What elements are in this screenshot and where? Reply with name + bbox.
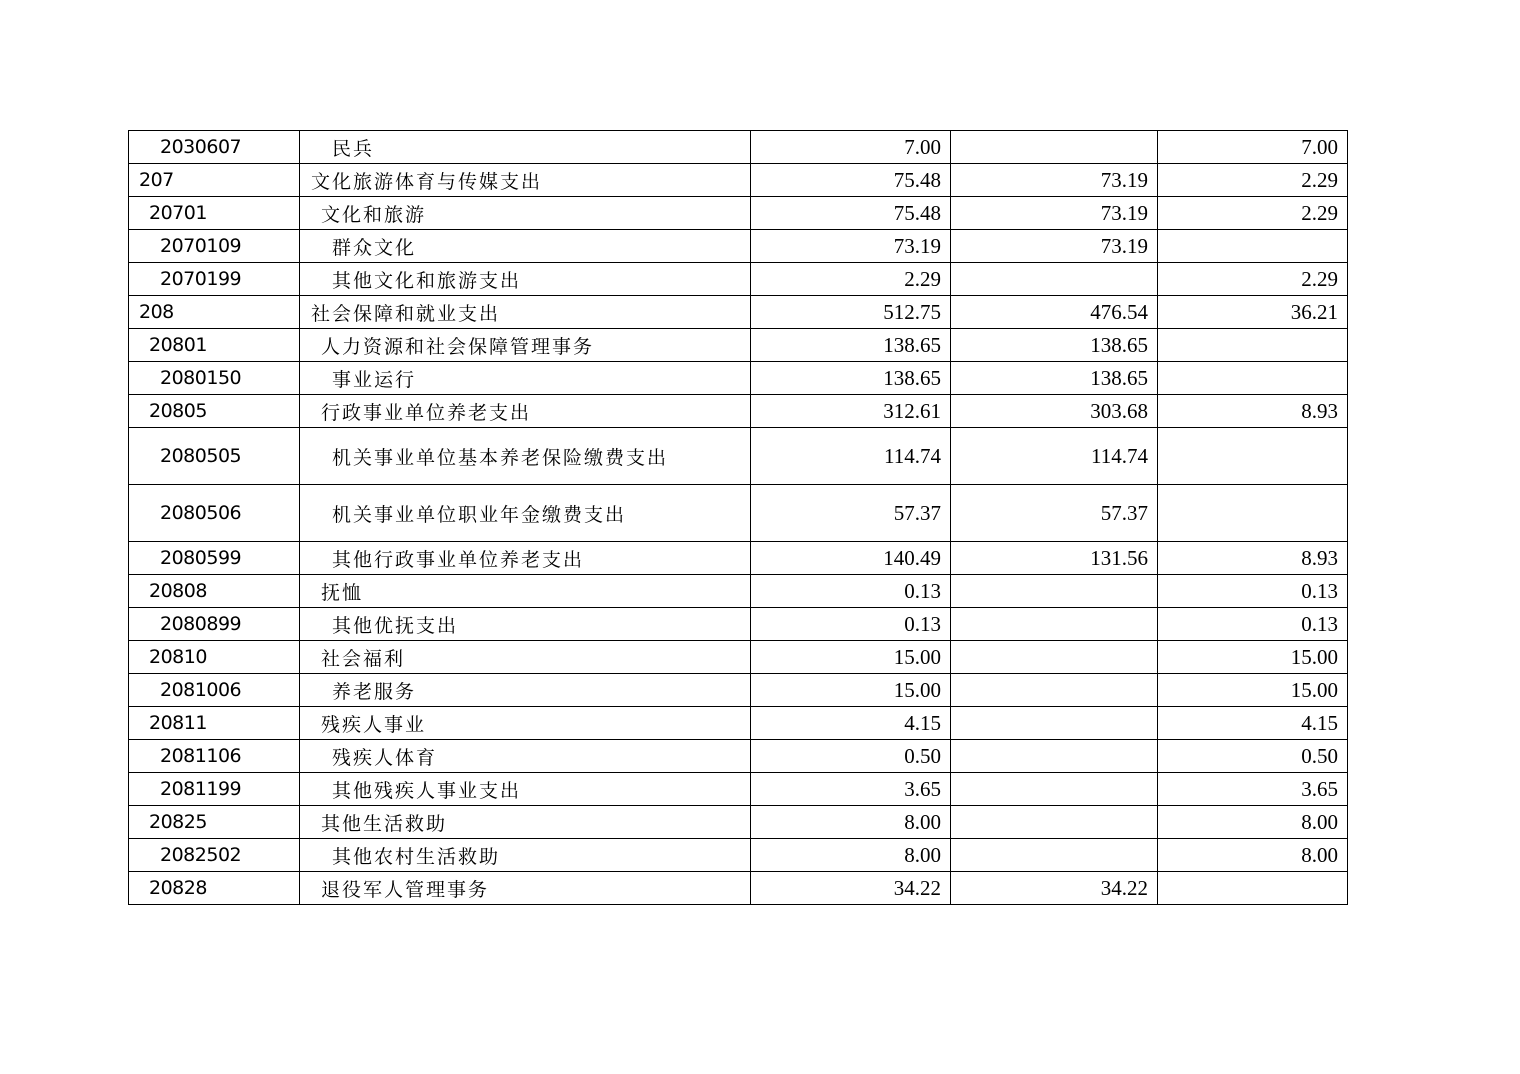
table-row xyxy=(129,329,1348,362)
cell-name: 人力资源和社会保障管理事务 xyxy=(300,329,751,362)
table-row xyxy=(129,230,1348,263)
cell-project xyxy=(1158,428,1348,485)
table-row xyxy=(129,575,1348,608)
cell-total: 15.00 xyxy=(751,674,951,707)
cell-basic: 476.54 xyxy=(951,296,1158,329)
cell-code: 20810 xyxy=(129,641,300,674)
cell-basic: 73.19 xyxy=(951,197,1158,230)
cell-basic: 57.37 xyxy=(951,485,1158,542)
cell-total: 140.49 xyxy=(751,542,951,575)
cell-code: 20811 xyxy=(129,707,300,740)
cell-name: 机关事业单位基本养老保险缴费支出 xyxy=(300,428,751,485)
cell-basic xyxy=(951,575,1158,608)
cell-total: 0.13 xyxy=(751,608,951,641)
budget-table xyxy=(128,130,1348,905)
cell-project: 2.29 xyxy=(1158,197,1348,230)
cell-code: 20805 xyxy=(129,395,300,428)
cell-total: 34.22 xyxy=(751,872,951,905)
cell-basic xyxy=(951,806,1158,839)
cell-basic xyxy=(951,839,1158,872)
cell-basic: 138.65 xyxy=(951,329,1158,362)
cell-name: 其他优抚支出 xyxy=(300,608,751,641)
cell-code: 2081106 xyxy=(129,740,300,773)
table-row xyxy=(129,872,1348,905)
cell-code: 2070199 xyxy=(129,263,300,296)
cell-project: 8.93 xyxy=(1158,395,1348,428)
cell-code: 20701 xyxy=(129,197,300,230)
cell-basic: 131.56 xyxy=(951,542,1158,575)
cell-name: 残疾人体育 xyxy=(300,740,751,773)
cell-code: 2080505 xyxy=(129,428,300,485)
cell-name: 事业运行 xyxy=(300,362,751,395)
table-row xyxy=(129,485,1348,542)
cell-name: 退役军人管理事务 xyxy=(300,872,751,905)
cell-total: 138.65 xyxy=(751,329,951,362)
cell-project: 2.29 xyxy=(1158,164,1348,197)
cell-total: 75.48 xyxy=(751,164,951,197)
cell-name: 行政事业单位养老支出 xyxy=(300,395,751,428)
cell-code: 2070109 xyxy=(129,230,300,263)
cell-project: 15.00 xyxy=(1158,641,1348,674)
table-row xyxy=(129,839,1348,872)
cell-project: 0.13 xyxy=(1158,575,1348,608)
cell-name: 其他行政事业单位养老支出 xyxy=(300,542,751,575)
table-row xyxy=(129,707,1348,740)
cell-total: 7.00 xyxy=(751,131,951,164)
cell-code: 2080599 xyxy=(129,542,300,575)
table-body xyxy=(129,131,1348,905)
cell-project: 7.00 xyxy=(1158,131,1348,164)
cell-code: 20828 xyxy=(129,872,300,905)
cell-name: 其他生活救助 xyxy=(300,806,751,839)
cell-basic xyxy=(951,641,1158,674)
cell-project: 0.13 xyxy=(1158,608,1348,641)
table-row xyxy=(129,740,1348,773)
cell-name: 其他残疾人事业支出 xyxy=(300,773,751,806)
cell-name: 残疾人事业 xyxy=(300,707,751,740)
cell-total: 15.00 xyxy=(751,641,951,674)
cell-project: 8.00 xyxy=(1158,839,1348,872)
cell-total: 8.00 xyxy=(751,806,951,839)
cell-project: 8.00 xyxy=(1158,806,1348,839)
cell-basic xyxy=(951,674,1158,707)
cell-name: 养老服务 xyxy=(300,674,751,707)
table-row xyxy=(129,806,1348,839)
cell-basic: 73.19 xyxy=(951,230,1158,263)
cell-total: 8.00 xyxy=(751,839,951,872)
table-row xyxy=(129,197,1348,230)
table-row xyxy=(129,263,1348,296)
cell-total: 138.65 xyxy=(751,362,951,395)
cell-code: 2080899 xyxy=(129,608,300,641)
cell-basic: 73.19 xyxy=(951,164,1158,197)
cell-project: 4.15 xyxy=(1158,707,1348,740)
cell-total: 57.37 xyxy=(751,485,951,542)
table-row xyxy=(129,296,1348,329)
cell-code: 208 xyxy=(129,296,300,329)
cell-basic: 114.74 xyxy=(951,428,1158,485)
cell-code: 2030607 xyxy=(129,131,300,164)
cell-name: 文化旅游体育与传媒支出 xyxy=(300,164,751,197)
cell-basic xyxy=(951,263,1158,296)
cell-code: 2080506 xyxy=(129,485,300,542)
cell-basic xyxy=(951,131,1158,164)
table-row xyxy=(129,542,1348,575)
cell-code: 207 xyxy=(129,164,300,197)
cell-code: 2082502 xyxy=(129,839,300,872)
cell-code: 2081006 xyxy=(129,674,300,707)
cell-code: 20825 xyxy=(129,806,300,839)
table-row xyxy=(129,641,1348,674)
cell-total: 4.15 xyxy=(751,707,951,740)
cell-code: 20808 xyxy=(129,575,300,608)
cell-total: 73.19 xyxy=(751,230,951,263)
cell-name: 民兵 xyxy=(300,131,751,164)
table-row xyxy=(129,428,1348,485)
cell-basic: 303.68 xyxy=(951,395,1158,428)
cell-name: 其他农村生活救助 xyxy=(300,839,751,872)
cell-project: 0.50 xyxy=(1158,740,1348,773)
cell-project xyxy=(1158,362,1348,395)
cell-total: 75.48 xyxy=(751,197,951,230)
cell-project: 2.29 xyxy=(1158,263,1348,296)
cell-project: 8.93 xyxy=(1158,542,1348,575)
cell-total: 0.50 xyxy=(751,740,951,773)
table-row xyxy=(129,674,1348,707)
cell-name: 群众文化 xyxy=(300,230,751,263)
cell-project xyxy=(1158,329,1348,362)
cell-basic: 138.65 xyxy=(951,362,1158,395)
cell-name: 社会保障和就业支出 xyxy=(300,296,751,329)
cell-name: 抚恤 xyxy=(300,575,751,608)
cell-total: 114.74 xyxy=(751,428,951,485)
cell-total: 512.75 xyxy=(751,296,951,329)
cell-basic xyxy=(951,707,1158,740)
cell-basic xyxy=(951,608,1158,641)
cell-project xyxy=(1158,872,1348,905)
cell-code: 20801 xyxy=(129,329,300,362)
table-row xyxy=(129,164,1348,197)
cell-project: 3.65 xyxy=(1158,773,1348,806)
table-row xyxy=(129,362,1348,395)
cell-basic: 34.22 xyxy=(951,872,1158,905)
cell-total: 0.13 xyxy=(751,575,951,608)
cell-total: 3.65 xyxy=(751,773,951,806)
table-row xyxy=(129,608,1348,641)
cell-project xyxy=(1158,230,1348,263)
cell-basic xyxy=(951,740,1158,773)
cell-total: 312.61 xyxy=(751,395,951,428)
cell-name: 机关事业单位职业年金缴费支出 xyxy=(300,485,751,542)
cell-code: 2081199 xyxy=(129,773,300,806)
cell-project: 36.21 xyxy=(1158,296,1348,329)
cell-name: 文化和旅游 xyxy=(300,197,751,230)
cell-project xyxy=(1158,485,1348,542)
cell-name: 社会福利 xyxy=(300,641,751,674)
cell-project: 15.00 xyxy=(1158,674,1348,707)
cell-total: 2.29 xyxy=(751,263,951,296)
cell-name: 其他文化和旅游支出 xyxy=(300,263,751,296)
cell-basic xyxy=(951,773,1158,806)
cell-code: 2080150 xyxy=(129,362,300,395)
table-row xyxy=(129,131,1348,164)
table-row xyxy=(129,395,1348,428)
table-row xyxy=(129,773,1348,806)
